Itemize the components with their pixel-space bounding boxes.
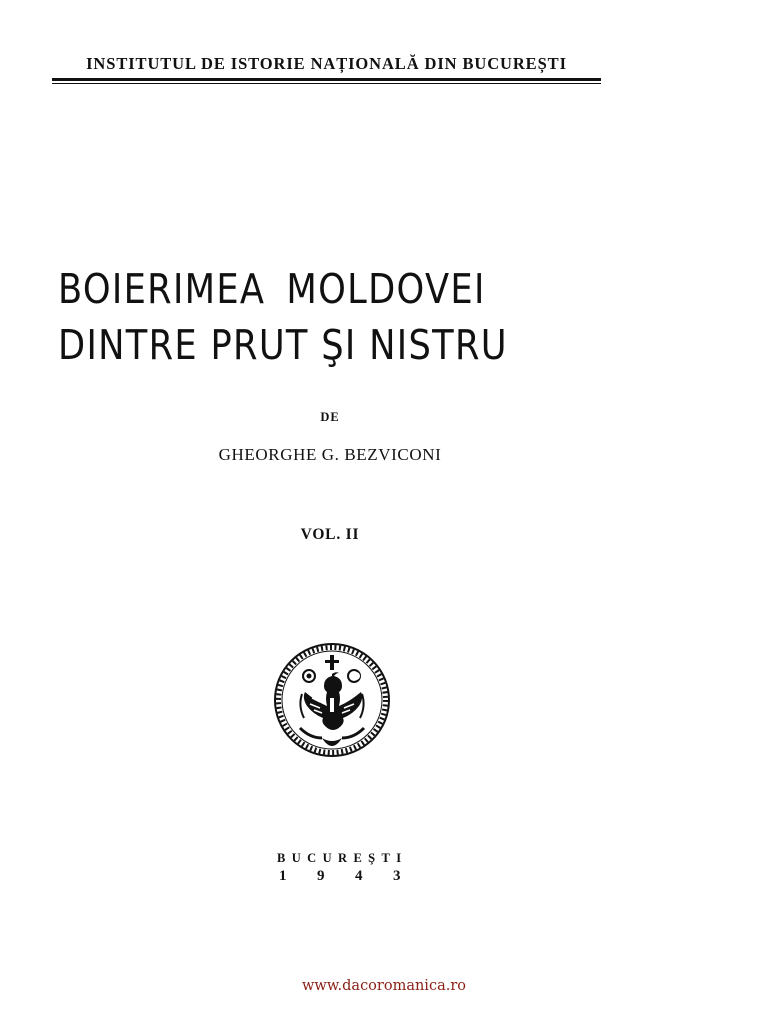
- eagle-seal-icon: [272, 640, 392, 760]
- volume-label: VOL. II: [300, 526, 360, 543]
- imprint-year: 1943: [279, 868, 431, 884]
- by-label: DE: [320, 410, 340, 424]
- header-rule-thin: [52, 83, 601, 84]
- website-footer[interactable]: www.dacoromanica.ro: [302, 978, 466, 994]
- institution-header: INSTITUTUL DE ISTORIE NAȚIONALĂ DIN BUCUREȘTI: [86, 54, 567, 73]
- author-name: GHEORGHE G. BEZVICONI: [218, 445, 442, 464]
- imprint-city: BUCUREŞTI: [277, 851, 408, 865]
- header-rule-thick: [52, 78, 601, 81]
- book-title-line-2: DINTRE PRUT ŞI NISTRU: [58, 321, 508, 369]
- book-title-line-1: BOIERIMEA MOLDOVEI: [58, 265, 486, 313]
